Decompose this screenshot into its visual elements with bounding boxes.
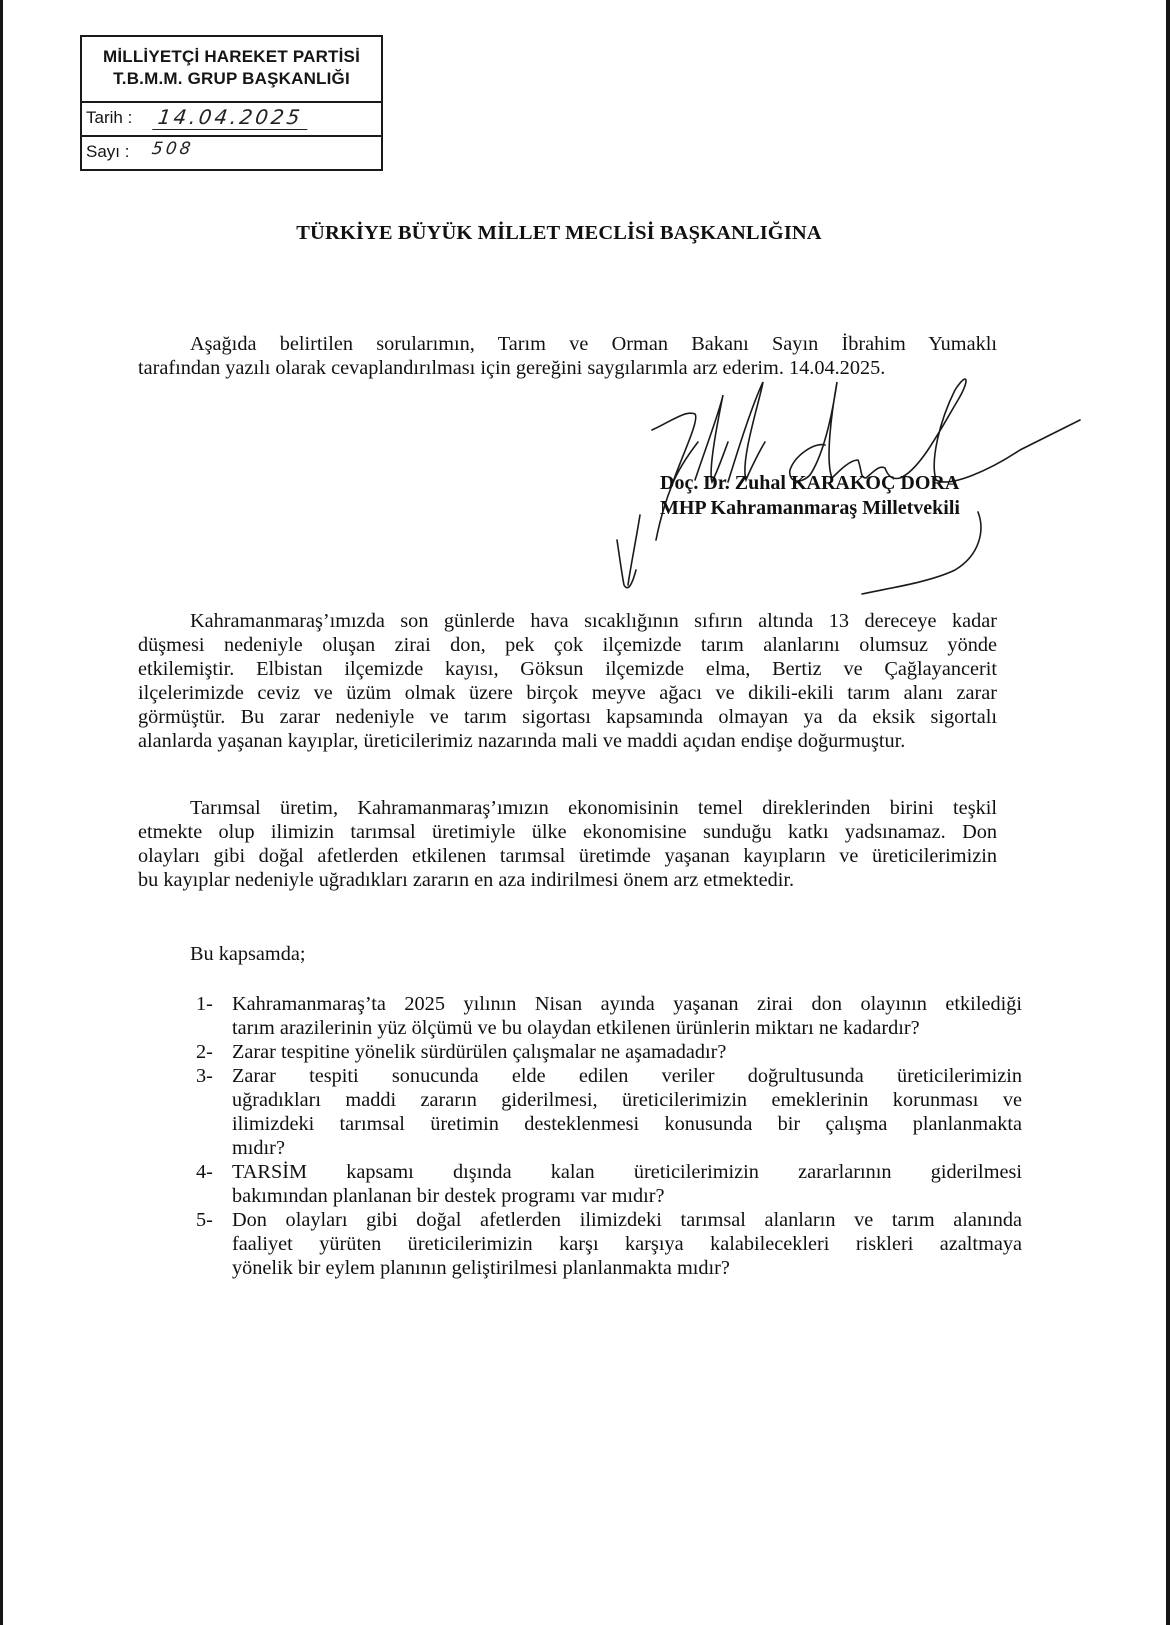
question-number: 2-: [196, 1041, 213, 1063]
addressee-heading: TÜRKİYE BÜYÜK MİLLET MECLİSİ BAŞKANLIĞINA: [296, 222, 822, 244]
stamp-date-row: [82, 103, 381, 137]
signature-stroke: [790, 379, 1080, 482]
scope-intro: Bu kapsamda;: [190, 943, 306, 965]
intro-line: Aşağıda belirtilen sorularımın, Tarım ve Orman Bakanı Sayın İbrahim Yumaklı: [190, 333, 997, 355]
question-line: mıdır?: [232, 1137, 285, 1159]
paragraph-line: etmekte olup ilimizin tarımsal üretimiyle ülke ekonomisine sunduğu katkı yadsınamaz. Don: [138, 821, 997, 843]
signatory-title: MHP Kahramanmaraş Milletvekili: [660, 497, 960, 519]
signature-stroke: [628, 515, 640, 585]
question-number: 4-: [196, 1161, 213, 1183]
scan-edge-right: [1166, 0, 1170, 1625]
signature-stroke: [862, 512, 981, 594]
stamp-party-name: MİLLİYETÇİ HAREKET PARTİSİ: [102, 47, 361, 66]
question-line: ilimizdeki tarımsal üretimin desteklenmesi konusunda bir çalışma planlanmakta: [232, 1113, 1022, 1135]
question-line: uğradıkları maddi zararın giderilmesi, üreticilerimizin emeklerinin korunması ve: [232, 1089, 1022, 1111]
stamp-number-value: 508: [150, 139, 195, 159]
question-line: bakımından planlanan bir destek programı var mıdır?: [232, 1185, 665, 1207]
question-line: faaliyet yürüten üreticilerimizin karşı karşıya kalabilecekleri riskleri azaltmaya: [232, 1233, 1022, 1255]
question-line: Don olayları gibi doğal afetlerden ilimizdeki tarımsal alanların ve tarım alanında: [232, 1209, 1022, 1231]
stamp-date-label: Tarih :: [86, 108, 133, 127]
intro-line: tarafından yazılı olarak cevaplandırılması için gereğini saygılarımla arz ederim. 14.04.2025.: [138, 357, 886, 379]
signature-stroke: [617, 540, 636, 588]
paragraph-line: ilçelerimizde ceviz ve üzüm olmak üzere birçok meyve ağacı ve dikili-ekili tarım alanı zarar: [138, 682, 997, 704]
question-line: TARSİM kapsamı dışında kalan üreticilerimizin zararlarının giderilmesi: [232, 1161, 1022, 1183]
paragraph-line: Kahramanmaraş’ımızda son günlerde hava sıcaklığının sıfırın altında 13 dereceye kadar: [190, 610, 997, 632]
question-line: tarım arazilerinin yüz ölçümü ve bu olaydan etkilenen ürünlerin miktarı ne kadardır?: [232, 1017, 920, 1039]
signatory-name: Doç. Dr. Zuhal KARAKOÇ DORA: [660, 472, 960, 494]
signature-stroke: [695, 395, 728, 482]
question-number: 1-: [196, 993, 213, 1015]
paragraph-line: düşmesi nedeniyle oluşan zirai don, pek çok ilçemizde tarım alanlarını olumsuz yönde: [138, 634, 997, 656]
question-line: Zarar tespiti sonucunda elde edilen veriler doğrultusunda üreticilerimizin: [232, 1065, 1022, 1087]
paragraph-line: alanlarda yaşanan kayıplar, üreticilerimiz nazarında mali ve maddi açıdan endişe doğurmuştur.: [138, 730, 906, 752]
received-stamp: [80, 35, 383, 171]
question-number: 5-: [196, 1209, 213, 1231]
stamp-office-name: T.B.M.M. GRUP BAŞKANLIĞI: [113, 69, 350, 88]
question-number: 3-: [196, 1065, 213, 1087]
stamp-date-value: 14.04.2025: [152, 105, 310, 130]
stamp-number-label: Sayı :: [86, 142, 130, 161]
paragraph-line: bu kayıplar nedeniyle uğradıkları zararın en aza indirilmesi önem arz etmektedir.: [138, 869, 795, 891]
paragraph-line: görmüştür. Bu zarar nedeniyle ve tarım sigortası kapsamında olmayan ya da eksik sigortalı: [138, 706, 997, 728]
paragraph-line: Tarımsal üretim, Kahramanmaraş’ımızın ekonomisinin temel direklerinden birini teşkil: [190, 797, 997, 819]
question-line: Zarar tespitine yönelik sürdürülen çalışmalar ne aşamadadır?: [232, 1041, 727, 1063]
paragraph-line: etkilemiştir. Elbistan ilçemizde kayısı, Göksun ilçemizde elma, Bertiz ve Çağlayancerit: [138, 658, 997, 680]
question-line: yönelik bir eylem planının geliştirilmesi planlanmakta mıdır?: [232, 1257, 730, 1279]
question-line: Kahramanmaraş’ta 2025 yılının Nisan ayında yaşanan zirai don olayının etkilediği: [232, 993, 1022, 1015]
signature-stroke: [728, 382, 765, 482]
stamp-number-row: [82, 137, 381, 171]
stamp-header: [82, 37, 381, 103]
paragraph-line: olayları gibi doğal afetlerden etkilenen tarımsal üretimde yaşanan kayıpların ve üreticilerimizin: [138, 845, 997, 867]
